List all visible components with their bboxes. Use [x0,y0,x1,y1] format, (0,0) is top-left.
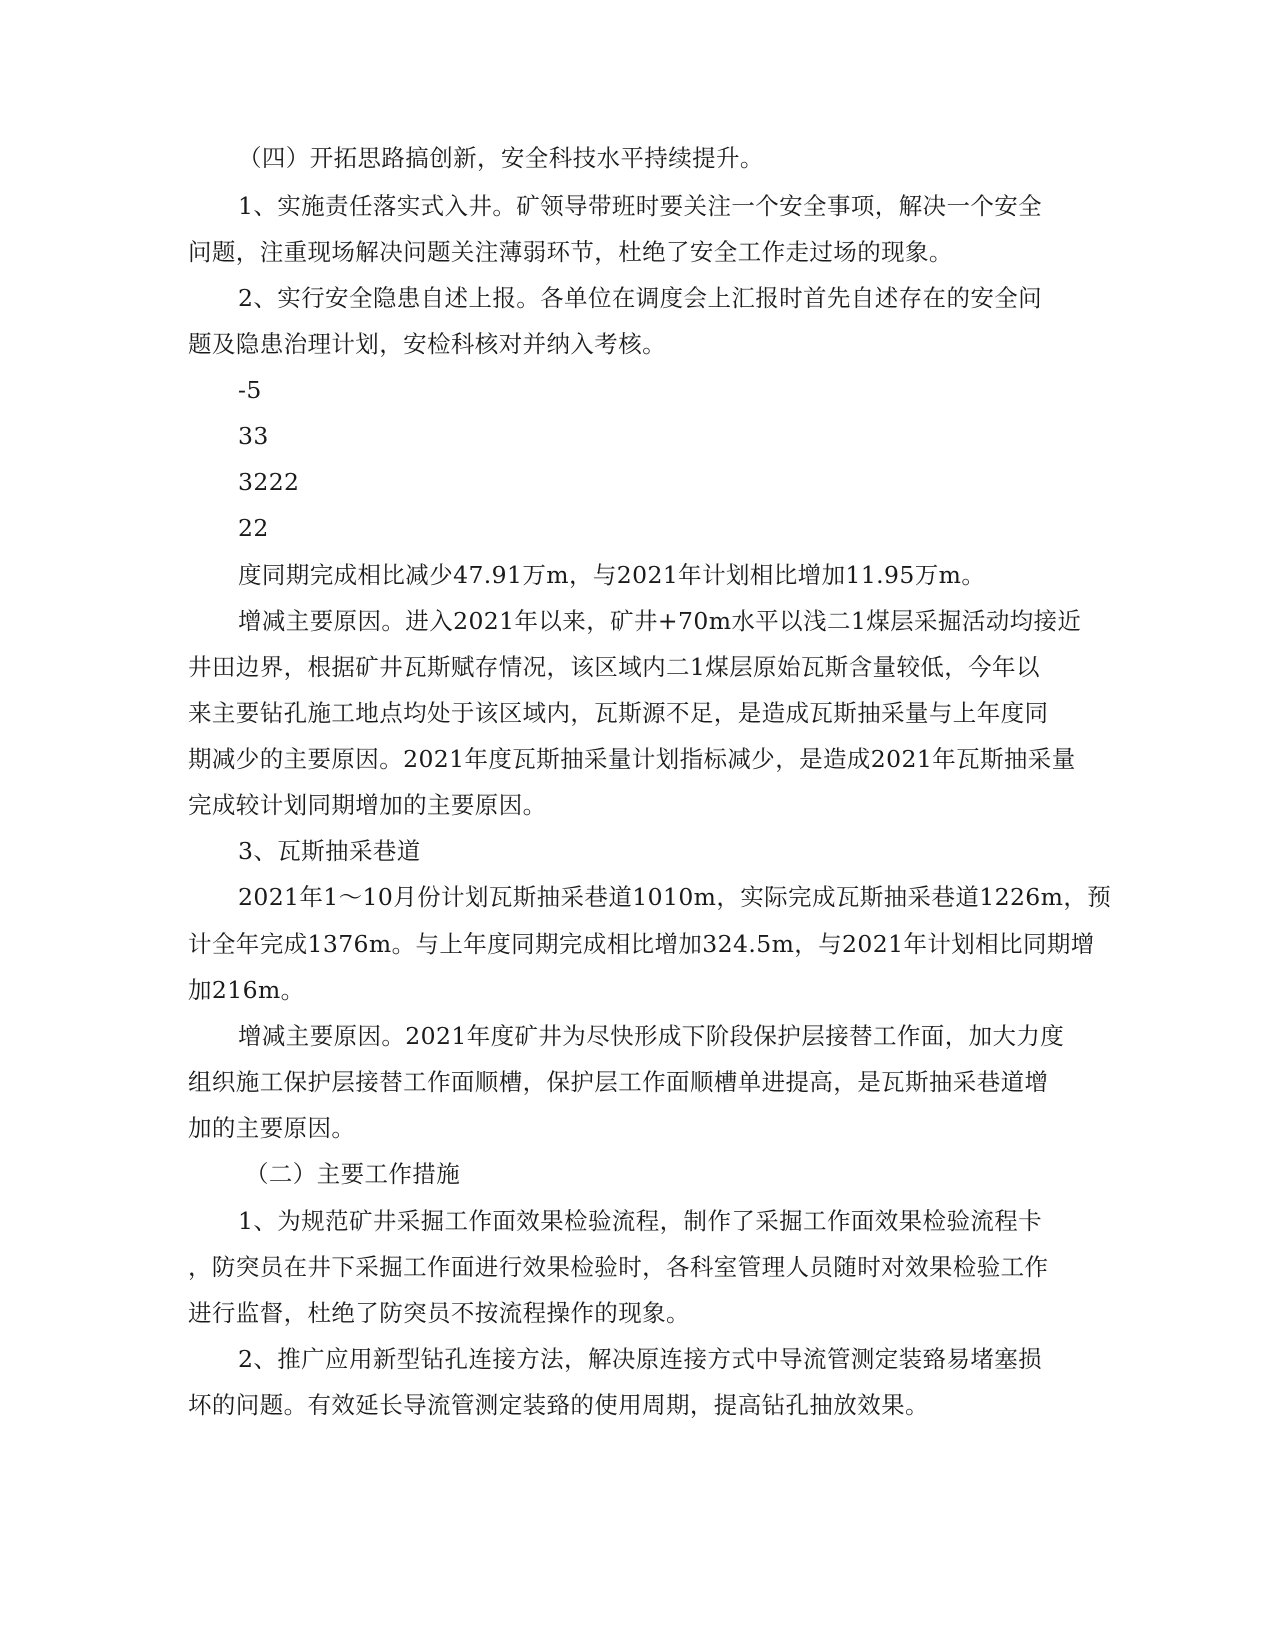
paragraph-line: 1、为规范矿井采掘工作面效果检验流程，制作了采掘工作面效果检验流程卡 [238,1207,1043,1235]
paragraph-line: 度同期完成相比减少47.91万m，与2021年计划相比增加11.95万m。 [238,561,986,589]
paragraph-line: 2021年1～10月份计划瓦斯抽采巷道1010m，实际完成瓦斯抽采巷道1226m，预 [238,883,1112,911]
paragraph-line: 题及隐患治理计划，安检科核对并纳入考核。 [188,330,666,358]
paragraph-line: 进行监督，杜绝了防突员不按流程操作的现象。 [188,1299,690,1327]
paragraph-line: 来主要钻孔施工地点均处于该区域内，瓦斯源不足，是造成瓦斯抽采量与上年度同 [188,699,1049,727]
paragraph-line: 计全年完成1376m。与上年度同期完成相比增加324.5m，与2021年计划相比同期增 [188,930,1095,958]
paragraph-line: 完成较计划同期增加的主要原因。 [188,791,547,819]
number-line: 33 [238,422,269,450]
paragraph-line: 问题，注重现场解决问题关注薄弱环节，杜绝了安全工作走过场的现象。 [188,238,953,266]
paragraph-line: ，防突员在井下采掘工作面进行效果检验时，各科室管理人员随时对效果检验工作 [188,1253,1049,1281]
paragraph-line: 加的主要原因。 [188,1114,356,1142]
paragraph-line: 加216m。 [188,976,305,1004]
paragraph-line: 增减主要原因。进入2021年以来，矿井+70m水平以浅二1煤层采掘活动均接近 [238,607,1082,635]
number-line: 22 [238,514,269,542]
paragraph-line: 增减主要原因。2021年度矿井为尽快形成下阶段保护层接替工作面，加大力度 [238,1022,1065,1050]
paragraph-line: 2、实行安全隐患自述上报。各单位在调度会上汇报时首先自述存在的安全问 [238,284,1043,312]
paragraph-line: 1、实施责任落实式入井。矿领导带班时要关注一个安全事项，解决一个安全 [238,192,1043,220]
paragraph-line: 2、推广应用新型钻孔连接方法，解决原连接方式中导流管测定装臵易堵塞损 [238,1345,1043,1373]
heading-section-four: （四）开拓思路搞创新，安全科技水平持续提升。 [238,144,764,172]
paragraph-line: 坏的问题。有效延长导流管测定装臵的使用周期，提高钻孔抽放效果。 [188,1391,929,1419]
heading-section-two: （二）主要工作措施 [245,1160,461,1188]
paragraph-line: 期减少的主要原因。2021年度瓦斯抽采量计划指标减少，是造成2021年瓦斯抽采量 [188,745,1076,773]
paragraph-line: 井田边界，根据矿井瓦斯赋存情况，该区域内二1煤层原始瓦斯含量较低，今年以 [188,653,1040,681]
paragraph-line: 组织施工保护层接替工作面顺槽，保护层工作面顺槽单进提高，是瓦斯抽采巷道增 [188,1068,1049,1096]
number-line: 3222 [238,468,300,496]
subheading-line: 3、瓦斯抽采巷道 [238,837,421,865]
number-line: -5 [238,376,262,404]
